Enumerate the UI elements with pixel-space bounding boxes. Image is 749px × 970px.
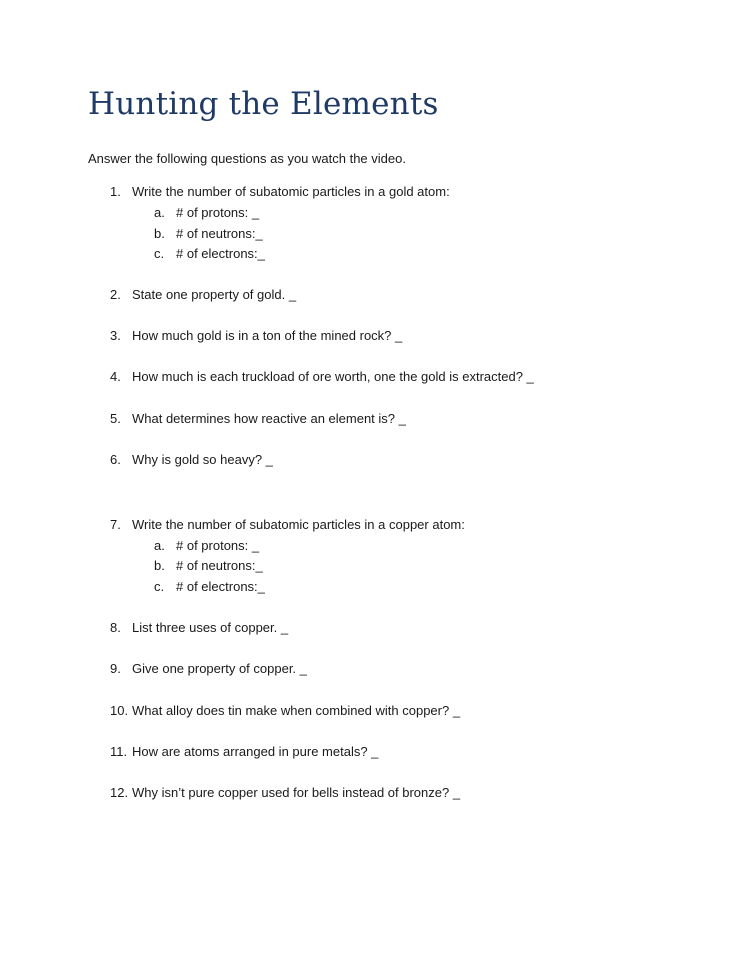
question-number: 9. [110,661,121,676]
question-text: Why isn’t pure copper used for bells instead of bronze? _ [132,785,461,800]
question-number: 10. [110,703,129,718]
sub-text: # of electrons:_ [176,579,265,594]
question-number: 4. [110,369,121,384]
question-number: 8. [110,620,121,635]
question-number: 3. [110,328,121,343]
question-text: What determines how reactive an element is? _ [132,411,406,426]
instructions-text: Answer the following questions as you watch the video. [88,151,406,166]
question-number: 2. [110,287,121,302]
sub-text: # of protons: _ [176,538,260,553]
sub-letter: a. [154,205,165,220]
sub-text: # of neutrons:_ [176,226,263,241]
question-text: Why is gold so heavy? _ [132,452,273,467]
question-number: 6. [110,452,121,467]
question-number: 1. [110,184,121,199]
question-number: 12. [110,785,129,800]
question-number: 7. [110,517,121,532]
sub-letter: c. [154,246,165,261]
question-text: How much gold is in a ton of the mined rock? _ [132,328,403,343]
sub-text: # of protons: _ [176,205,260,220]
sub-text: # of electrons:_ [176,246,265,261]
question-text: How much is each truckload of ore worth, one the gold is extracted? _ [132,369,534,384]
sub-letter: c. [154,579,165,594]
question-text: Give one property of copper. _ [132,661,307,676]
question-text: State one property of gold. _ [132,287,297,302]
question-text: List three uses of copper. _ [132,620,289,635]
question-number: 11. [110,744,128,759]
question-text: Write the number of subatomic particles in a gold atom: [132,184,450,199]
sub-letter: b. [154,226,165,241]
page-title: Hunting the Elements [88,86,439,122]
question-text: What alloy does tin make when combined with copper? _ [132,703,461,718]
question-text: How are atoms arranged in pure metals? _ [132,744,379,759]
question-text: Write the number of subatomic particles in a copper atom: [132,517,465,532]
sub-text: # of neutrons:_ [176,558,263,573]
question-number: 5. [110,411,121,426]
sub-letter: a. [154,538,165,553]
sub-letter: b. [154,558,165,573]
